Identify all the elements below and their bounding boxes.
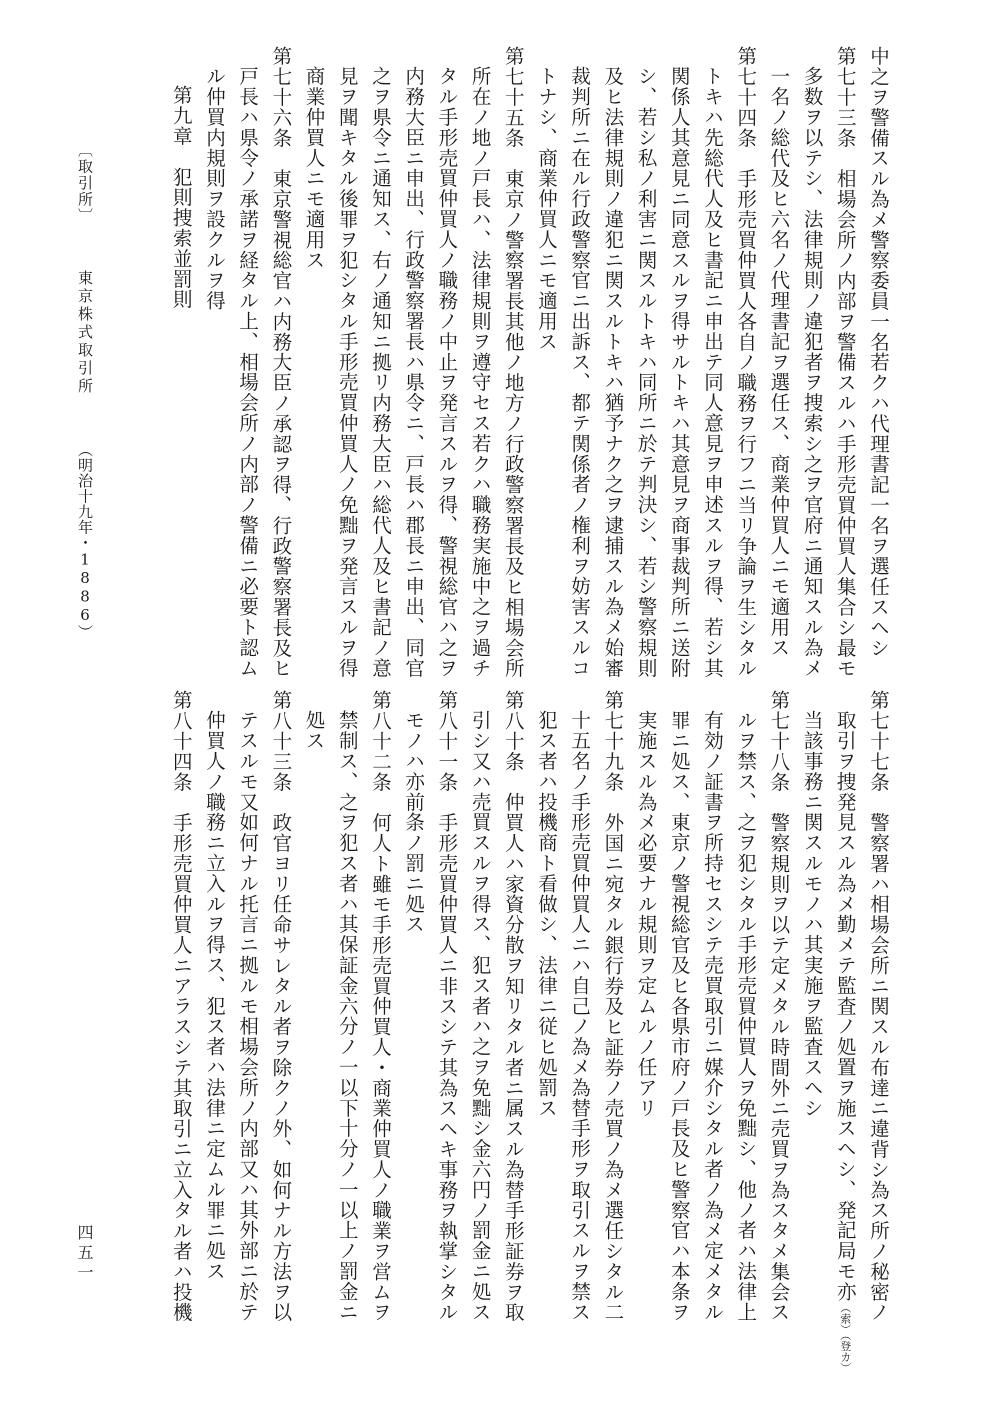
article-77-text: 第七十七条 警察署ハ相場会所ニ関スル布達ニ違背シ為ス所ノ秘密ノ — [867, 690, 890, 1323]
text-line: タル手形売買仲買人ノ職務ノ中止ヲ発言スルヲ得、警視総官ハ之ヲ — [435, 65, 459, 678]
article-79-heading: 第七十九条 外国ニ宛タル銀行券及ヒ証券ノ売買ノ為メ選任シタル二 — [601, 690, 625, 1323]
text-line: 有効ノ証書ヲ所持セスシテ売買取引ニ媒介シタル者ノ為メ定メタル — [700, 709, 724, 1322]
article-81-heading: 第八十一条 手形売買仲買人ニ非スシテ其為スヘキ事務ヲ執掌シタル — [435, 690, 459, 1323]
source-title: 東京株式取引所 — [76, 270, 94, 396]
article-76-heading: 第七十六条 東京警視総官ハ内務大臣ノ承認ヲ得、行政警察署長及ヒ — [269, 46, 293, 679]
text-line: 之ヲ県令ニ通知ス、右ノ通知ニ拠リ内務大臣ハ総代人及ヒ書記ノ意 — [368, 65, 392, 678]
article-83-heading: 第八十三条 政官ヨリ任命サレタル者ヲ除クノ外、如何ナル方法ヲ以 — [269, 690, 293, 1323]
text-line: 実施スル為メ必要ナル規則ヲ定ムルノ任アリ — [634, 709, 658, 1118]
article-82-heading: 第八十二条 何人ト雖モ手形売買仲買人・商業仲買人ノ職業ヲ営ムヲ — [368, 690, 392, 1323]
running-footer — [56, 142, 96, 640]
text-line: 戸長ハ県令ノ承諾ヲ経タル上、相場会所ノ内部ノ警備ニ必要ト認ム — [236, 65, 260, 678]
text-line: 及ヒ法律規則ノ違犯ニ関スルトキハ猶予ナク之ヲ逮捕スル為メ始審 — [601, 65, 625, 678]
text-line: トキハ先総代人及ヒ書記ニ申出テ同人意見ヲ申述スルヲ得、若シ其 — [700, 65, 724, 678]
text-line: 関係人其意見ニ同意スルヲ得サルトキハ其意見ヲ商事裁判所ニ送附 — [667, 65, 691, 678]
article-75-heading: 第七十五条 東京ノ警察署長其他ノ地方ノ行政警察署長及ヒ相場会所 — [501, 46, 525, 679]
article-73-heading: 第七十三条 相場会所ノ内部ヲ警備スルハ手形売買仲買人集合シ最モ — [833, 46, 857, 679]
text-line: 十五名ノ手形売買仲買人ニハ自己ノ為メ為替手形ヲ取引スルヲ禁ス — [568, 709, 592, 1322]
article-77-heading — [862, 690, 895, 1323]
text-line: 内務大臣ニ申出、行政警察署長ハ県令ニ、戸長ハ郡長ニ申出、同官 — [402, 65, 426, 678]
text-line: シ、若シ私ノ利害ニ関スルトキハ同所ニ於テ判決シ、若シ警察規則 — [634, 65, 658, 678]
text-line: 多数ヲ以テシ、法律規則ノ違犯者ヲ捜索シ之ヲ官府ニ通知スル為メ — [800, 65, 824, 678]
editorial-note-to-ka: （登カ） — [838, 1334, 852, 1373]
lower-text-block — [115, 690, 895, 1373]
article-84-heading: 第八十四条 手形売買仲買人ニアラスシテ其取引ニ立入タル者ハ投機 — [169, 690, 193, 1323]
editorial-note-suo: （索） — [838, 1301, 852, 1335]
section-label: 〔取引所〕 — [76, 142, 94, 225]
text-line: 一名ノ総代及ヒ六名ノ代理書記ヲ選任ス、商業仲買人ニモ適用ス — [767, 65, 791, 658]
article-78-heading: 第七十八条 警察規則ヲ以テ定メタル時間外ニ売買ヲ為スタメ集会ス — [767, 690, 791, 1323]
text-line: ルヲ禁ス、之ヲ犯シタル手形売買仲買人ヲ免黜シ、他ノ者ハ法律上 — [734, 709, 758, 1322]
text-line: 処ス — [302, 709, 326, 751]
article-80-heading: 第八十条 仲買人ハ家資分散ヲ知リタル者ニ属スル為替手形証券ヲ取 — [501, 690, 525, 1323]
text-line: 禁制ス、之ヲ犯ス者ハ其保証金六分ノ一以下十分ノ一以上ノ罰金ニ — [335, 709, 359, 1322]
source-date: （明治十九年・1886） — [76, 441, 94, 640]
text-line: モノハ亦前条ノ罰ニ処ス — [402, 709, 426, 934]
article-74-heading: 第七十四条 手形売買仲買人各自ノ職務ヲ行フニ当リ争論ヲ生シタル — [734, 46, 758, 679]
text-line: 所在ノ地ノ戸長ハ、法律規則ヲ遵守セス若クハ職務実施中之ヲ過チ — [468, 65, 492, 678]
text-line: 中之ヲ警備スル為メ警察委員一名若クハ代理書記一名ヲ選任スヘシ — [867, 46, 890, 658]
text-line: トナシ、商業仲買人ニモ適用ス — [534, 65, 558, 352]
text-line — [829, 690, 862, 1373]
text-line: 仲買人ノ職務ニ立入ルヲ得ス、犯ス者ハ法律ニ定ムル罪ニ処ス — [202, 709, 226, 1281]
text-line: 見ヲ聞キタル後罪ヲ犯シタル手形売買仲買人ノ免黜ヲ発言スルヲ得 — [335, 65, 359, 678]
page-number: 四五一 — [75, 1224, 94, 1284]
text-line: 罪ニ処ス、東京ノ警視総官及ヒ各県市府ノ戸長及ヒ警察官ハ本条ヲ — [667, 709, 691, 1322]
text-line: ル仲買内規則ヲ設クルヲ得 — [202, 65, 226, 311]
text-line: 当該事務ニ関スルモノハ其実施ヲ監査スヘシ — [800, 709, 824, 1118]
text-line-main: 取引ヲ捜発見スル為メ勤メテ監査ノ処置ヲ施スヘシ、発記局モ亦 — [833, 709, 857, 1302]
text-line: 引シ又ハ売買スルヲ得ス、犯ス者ハ之ヲ免黜シ金六円ノ罰金ニ処ス — [468, 709, 492, 1322]
text-line: 裁判所ニ在ル行政警察官ニ出訴ス、都テ関係者ノ権利ヲ妨害スルコ — [568, 65, 592, 678]
text-line: 犯ス者ハ投機商ト看做シ、法律ニ従ヒ処罰ス — [534, 709, 558, 1118]
chapter-9-heading: 第九章 犯則捜索並罰則 — [169, 85, 193, 310]
text-line: テスルモ又如何ナル托言ニ拠ルモ相場会所ノ内部又ハ其外部ニ於テ — [236, 709, 260, 1322]
text-line: 商業仲買人ニモ適用ス — [302, 65, 326, 270]
upper-text-block — [115, 46, 895, 679]
